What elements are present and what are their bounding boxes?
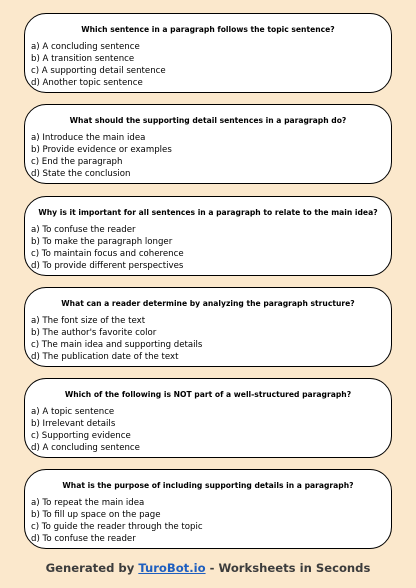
question-text: Which of the following is NOT part of a well-structured paragraph? — [64, 390, 352, 399]
answer-option: c) End the paragraph — [31, 157, 123, 167]
answer-option: c) To guide the reader through the topic — [31, 522, 203, 532]
question-card — [24, 104, 392, 184]
question-card — [24, 378, 392, 458]
answer-options — [31, 41, 166, 89]
answer-options — [31, 406, 140, 454]
question-card — [24, 469, 392, 549]
answer-option: d) State the conclusion — [31, 169, 131, 179]
answer-option: a) To confuse the reader — [31, 225, 136, 235]
answer-option: a) To repeat the main idea — [31, 498, 145, 508]
answer-option: c) To maintain focus and coherence — [31, 249, 184, 259]
answer-option: a) Introduce the main idea — [31, 133, 146, 143]
answer-options — [31, 132, 172, 180]
question-text: What is the purpose of including supporting details in a paragraph? — [62, 481, 354, 490]
answer-option: b) The author's favorite color — [31, 328, 157, 338]
answer-option: d) Another topic sentence — [31, 78, 143, 88]
answer-option: b) Provide evidence or examples — [31, 145, 172, 155]
answer-option: c) The main idea and supporting details — [31, 340, 203, 350]
question-text: What can a reader determine by analyzing the paragraph structure? — [61, 299, 355, 308]
answer-option: a) The font size of the text — [31, 316, 146, 326]
answer-option: b) To fill up space on the page — [31, 510, 161, 520]
answer-option: b) Irrelevant details — [31, 419, 116, 429]
answer-option: d) The publication date of the text — [31, 352, 179, 362]
answer-option: c) A supporting detail sentence — [31, 66, 166, 76]
footer-credit — [0, 561, 416, 575]
answer-option: a) A concluding sentence — [31, 42, 140, 52]
answer-option: b) To make the paragraph longer — [31, 237, 173, 247]
footer-suffix: - Worksheets in Seconds — [205, 561, 371, 575]
question-card — [24, 287, 392, 367]
question-text: What should the supporting detail sentences in a paragraph do? — [69, 116, 347, 125]
answer-options — [31, 497, 203, 545]
question-card — [24, 13, 392, 93]
brand-link[interactable]: TuroBot.io — [138, 561, 206, 575]
answer-option: d) To confuse the reader — [31, 534, 136, 544]
answer-option: d) A concluding sentence — [31, 443, 140, 453]
answer-option: a) A topic sentence — [31, 407, 115, 417]
answer-option: d) To provide different perspectives — [31, 261, 184, 271]
question-text: Why is it important for all sentences in a paragraph to relate to the main idea? — [38, 208, 378, 217]
answer-option: b) A transition sentence — [31, 54, 135, 64]
answer-options — [31, 315, 202, 363]
answer-option: c) Supporting evidence — [31, 431, 131, 441]
footer-prefix: Generated by — [45, 561, 139, 575]
question-text: Which sentence in a paragraph follows the topic sentence? — [81, 25, 335, 34]
question-card — [24, 196, 392, 276]
answer-options — [31, 224, 184, 272]
